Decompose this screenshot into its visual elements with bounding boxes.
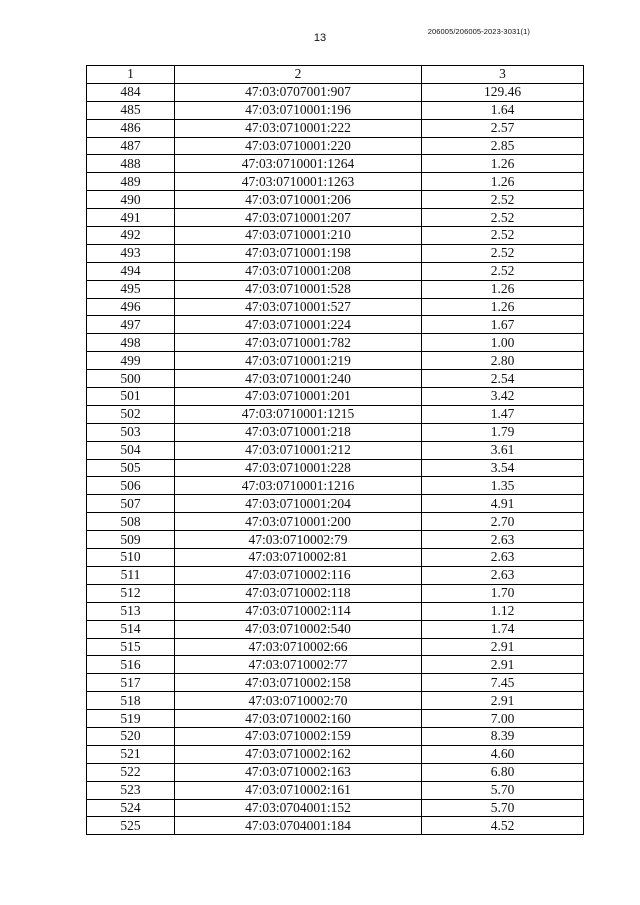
table-row: [87, 781, 584, 799]
row-number-cell: 493: [87, 244, 175, 262]
row-number-cell: 502: [87, 405, 175, 423]
row-number-cell: 517: [87, 674, 175, 692]
row-number-cell: 516: [87, 656, 175, 674]
value-cell: 1.26: [422, 155, 584, 173]
table-row: [87, 566, 584, 584]
value-cell: 2.52: [422, 262, 584, 280]
table-row: [87, 710, 584, 728]
table-row: [87, 334, 584, 352]
cadastral-number-cell: 47:03:0710002:118: [175, 584, 422, 602]
cadastral-number-cell: 47:03:0710001:219: [175, 352, 422, 370]
table-row: [87, 119, 584, 137]
table-row: [87, 817, 584, 835]
row-number-cell: 504: [87, 441, 175, 459]
row-number-cell: 490: [87, 191, 175, 209]
cadastral-number-cell: 47:03:0710002:159: [175, 727, 422, 745]
value-cell: 4.60: [422, 745, 584, 763]
column-header: 1: [87, 66, 175, 84]
table-row: [87, 477, 584, 495]
cadastral-number-cell: 47:03:0710001:528: [175, 280, 422, 298]
table-row: [87, 674, 584, 692]
row-number-cell: 485: [87, 101, 175, 119]
cadastral-number-cell: 47:03:0704001:184: [175, 817, 422, 835]
cadastral-number-cell: 47:03:0710002:70: [175, 692, 422, 710]
cadastral-number-cell: 47:03:0710001:212: [175, 441, 422, 459]
row-number-cell: 487: [87, 137, 175, 155]
cadastral-number-cell: 47:03:0710002:158: [175, 674, 422, 692]
table-row: [87, 191, 584, 209]
cadastral-number-cell: 47:03:0710001:207: [175, 209, 422, 227]
table-row: [87, 763, 584, 781]
row-number-cell: 506: [87, 477, 175, 495]
table-row: [87, 531, 584, 549]
value-cell: 5.70: [422, 781, 584, 799]
cadastral-number-cell: 47:03:0710001:200: [175, 513, 422, 531]
row-number-cell: 522: [87, 763, 175, 781]
cadastral-number-cell: 47:03:0710001:198: [175, 244, 422, 262]
column-header: 3: [422, 66, 584, 84]
row-number-cell: 509: [87, 531, 175, 549]
row-number-cell: 491: [87, 209, 175, 227]
cadastral-number-cell: 47:03:0710002:81: [175, 549, 422, 567]
value-cell: 2.85: [422, 137, 584, 155]
table-row: [87, 244, 584, 262]
table-row: [87, 298, 584, 316]
value-cell: 1.26: [422, 298, 584, 316]
value-cell: 1.70: [422, 584, 584, 602]
value-cell: 7.00: [422, 710, 584, 728]
value-cell: 6.80: [422, 763, 584, 781]
table-row: [87, 405, 584, 423]
value-cell: 2.91: [422, 638, 584, 656]
row-number-cell: 499: [87, 352, 175, 370]
column-header: 2: [175, 66, 422, 84]
cadastral-number-cell: 47:03:0710001:206: [175, 191, 422, 209]
value-cell: 129.46: [422, 83, 584, 101]
cadastral-number-cell: 47:03:0707001:907: [175, 83, 422, 101]
cadastral-number-cell: 47:03:0710001:228: [175, 459, 422, 477]
table-row: [87, 262, 584, 280]
cadastral-number-cell: 47:03:0710002:160: [175, 710, 422, 728]
value-cell: 3.61: [422, 441, 584, 459]
value-cell: 1.26: [422, 173, 584, 191]
table-row: [87, 692, 584, 710]
row-number-cell: 513: [87, 602, 175, 620]
cadastral-number-cell: 47:03:0710002:79: [175, 531, 422, 549]
value-cell: 5.70: [422, 799, 584, 817]
value-cell: 2.63: [422, 566, 584, 584]
table-row: [87, 441, 584, 459]
value-cell: 4.91: [422, 495, 584, 513]
table-row: [87, 316, 584, 334]
table-row: [87, 370, 584, 388]
cadastral-number-cell: 47:03:0710001:208: [175, 262, 422, 280]
row-number-cell: 488: [87, 155, 175, 173]
table-row: [87, 459, 584, 477]
value-cell: 2.57: [422, 119, 584, 137]
value-cell: 2.70: [422, 513, 584, 531]
data-table: [86, 65, 584, 835]
cadastral-number-cell: 47:03:0710002:114: [175, 602, 422, 620]
value-cell: 2.80: [422, 352, 584, 370]
value-cell: 2.63: [422, 531, 584, 549]
value-cell: 1.74: [422, 620, 584, 638]
table-body: [87, 83, 584, 834]
row-number-cell: 520: [87, 727, 175, 745]
value-cell: 2.52: [422, 191, 584, 209]
value-cell: 2.91: [422, 692, 584, 710]
row-number-cell: 512: [87, 584, 175, 602]
value-cell: 1.00: [422, 334, 584, 352]
cadastral-number-cell: 47:03:0710001:204: [175, 495, 422, 513]
value-cell: 1.67: [422, 316, 584, 334]
cadastral-number-cell: 47:03:0710001:1264: [175, 155, 422, 173]
row-number-cell: 505: [87, 459, 175, 477]
value-cell: 2.52: [422, 227, 584, 245]
row-number-cell: 496: [87, 298, 175, 316]
row-number-cell: 508: [87, 513, 175, 531]
value-cell: 1.64: [422, 101, 584, 119]
table-row: [87, 155, 584, 173]
cadastral-number-cell: 47:03:0710002:116: [175, 566, 422, 584]
table-row: [87, 173, 584, 191]
table-row: [87, 620, 584, 638]
row-number-cell: 521: [87, 745, 175, 763]
row-number-cell: 486: [87, 119, 175, 137]
table-row: [87, 83, 584, 101]
row-number-cell: 492: [87, 227, 175, 245]
value-cell: 3.42: [422, 388, 584, 406]
row-number-cell: 524: [87, 799, 175, 817]
cadastral-number-cell: 47:03:0710002:162: [175, 745, 422, 763]
table-row: [87, 638, 584, 656]
value-cell: 1.79: [422, 423, 584, 441]
table-header-row: [87, 66, 584, 84]
table-row: [87, 513, 584, 531]
table-row: [87, 280, 584, 298]
cadastral-number-cell: 47:03:0710001:201: [175, 388, 422, 406]
value-cell: 7.45: [422, 674, 584, 692]
table-row: [87, 423, 584, 441]
row-number-cell: 494: [87, 262, 175, 280]
cadastral-number-cell: 47:03:0710001:222: [175, 119, 422, 137]
value-cell: 4.52: [422, 817, 584, 835]
table-row: [87, 745, 584, 763]
table-row: [87, 549, 584, 567]
table-row: [87, 584, 584, 602]
cadastral-number-cell: 47:03:0710001:1215: [175, 405, 422, 423]
table-row: [87, 799, 584, 817]
cadastral-number-cell: 47:03:0710002:77: [175, 656, 422, 674]
document-id: 206005/206005-2023-3031(1): [427, 27, 530, 36]
cadastral-number-cell: 47:03:0710002:163: [175, 763, 422, 781]
table-row: [87, 656, 584, 674]
row-number-cell: 495: [87, 280, 175, 298]
table-row: [87, 227, 584, 245]
cadastral-number-cell: 47:03:0710001:527: [175, 298, 422, 316]
row-number-cell: 489: [87, 173, 175, 191]
row-number-cell: 515: [87, 638, 175, 656]
value-cell: 1.47: [422, 405, 584, 423]
row-number-cell: 500: [87, 370, 175, 388]
cadastral-number-cell: 47:03:0710001:1263: [175, 173, 422, 191]
value-cell: 2.54: [422, 370, 584, 388]
row-number-cell: 503: [87, 423, 175, 441]
cadastral-number-cell: 47:03:0710001:224: [175, 316, 422, 334]
value-cell: 2.63: [422, 549, 584, 567]
value-cell: 1.12: [422, 602, 584, 620]
cadastral-number-cell: 47:03:0710001:196: [175, 101, 422, 119]
cadastral-number-cell: 47:03:0710001:210: [175, 227, 422, 245]
table-row: [87, 137, 584, 155]
row-number-cell: 519: [87, 710, 175, 728]
row-number-cell: 523: [87, 781, 175, 799]
table-row: [87, 388, 584, 406]
table-row: [87, 101, 584, 119]
row-number-cell: 484: [87, 83, 175, 101]
row-number-cell: 510: [87, 549, 175, 567]
cadastral-number-cell: 47:03:0710002:161: [175, 781, 422, 799]
table-row: [87, 209, 584, 227]
cadastral-number-cell: 47:03:0710001:782: [175, 334, 422, 352]
value-cell: 3.54: [422, 459, 584, 477]
row-number-cell: 525: [87, 817, 175, 835]
row-number-cell: 498: [87, 334, 175, 352]
table-row: [87, 602, 584, 620]
value-cell: 2.91: [422, 656, 584, 674]
value-cell: 1.26: [422, 280, 584, 298]
cadastral-number-cell: 47:03:0710001:240: [175, 370, 422, 388]
row-number-cell: 511: [87, 566, 175, 584]
cadastral-number-cell: 47:03:0710002:540: [175, 620, 422, 638]
value-cell: 2.52: [422, 209, 584, 227]
row-number-cell: 501: [87, 388, 175, 406]
row-number-cell: 518: [87, 692, 175, 710]
cadastral-number-cell: 47:03:0704001:152: [175, 799, 422, 817]
row-number-cell: 514: [87, 620, 175, 638]
row-number-cell: 497: [87, 316, 175, 334]
value-cell: 1.35: [422, 477, 584, 495]
cadastral-number-cell: 47:03:0710001:1216: [175, 477, 422, 495]
value-cell: 8.39: [422, 727, 584, 745]
cadastral-number-cell: 47:03:0710001:220: [175, 137, 422, 155]
cadastral-number-cell: 47:03:0710002:66: [175, 638, 422, 656]
value-cell: 2.52: [422, 244, 584, 262]
page-number: 13: [313, 32, 327, 44]
cadastral-number-cell: 47:03:0710001:218: [175, 423, 422, 441]
row-number-cell: 507: [87, 495, 175, 513]
table-row: [87, 352, 584, 370]
table-row: [87, 495, 584, 513]
table-row: [87, 727, 584, 745]
